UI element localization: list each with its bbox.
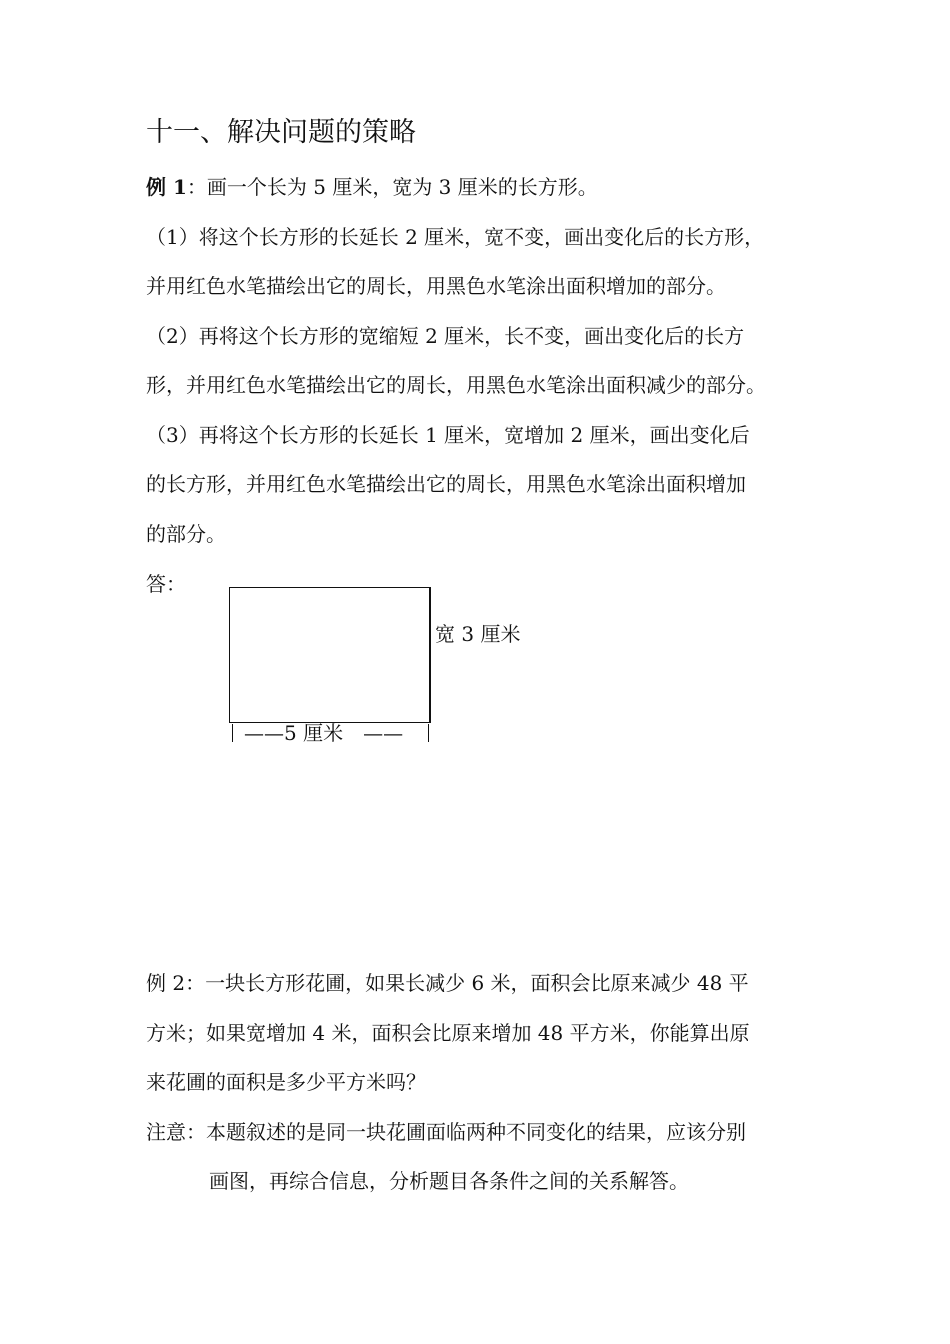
example1-q3-line1: （3）再将这个长方形的长延长 1 厘米，宽增加 2 厘米，画出变化后 bbox=[146, 423, 750, 447]
width-label: 宽 3 厘米 bbox=[435, 622, 521, 646]
section-title: 十一、解决问题的策略 bbox=[146, 117, 416, 148]
example1-label: 例 1 bbox=[146, 175, 187, 199]
example1-q1-line2: 并用红色水笔描绘出它的周长，用黑色水笔涂出面积增加的部分。 bbox=[146, 274, 726, 298]
note-line1: 注意：本题叙述的是同一块花圃面临两种不同变化的结果，应该分别 bbox=[146, 1120, 746, 1144]
length-label: ——5 厘米 —— bbox=[244, 721, 404, 745]
length-dimension-right-tick bbox=[428, 724, 429, 742]
example1-q3-line3: 的部分。 bbox=[146, 522, 226, 546]
example1-q3-line2: 的长方形，并用红色水笔描绘出它的周长，用黑色水笔涂出面积增加 bbox=[146, 472, 746, 496]
example2-line2: 方米；如果宽增加 4 米，面积会比原来增加 48 平方米，你能算出原 bbox=[146, 1021, 750, 1045]
example1-q1-line1: （1）将这个长方形的长延长 2 厘米，宽不变，画出变化后的长方形， bbox=[146, 225, 765, 249]
example2-line1: 例 2：一块长方形花圃，如果长减少 6 米，面积会比原来减少 48 平 bbox=[146, 971, 749, 995]
example1-text: ：画一个长为 5 厘米，宽为 3 厘米的长方形。 bbox=[186, 175, 598, 199]
rectangle-diagram bbox=[229, 587, 431, 723]
answer-label: 答： bbox=[146, 572, 186, 596]
example1-q2-line2: 形，并用红色水笔描绘出它的周长，用黑色水笔涂出面积减少的部分。 bbox=[146, 373, 766, 397]
length-dimension-left-tick bbox=[232, 724, 233, 742]
example1-q2-line1: （2）再将这个长方形的宽缩短 2 厘米，长不变，画出变化后的长方 bbox=[146, 324, 745, 348]
example1-prompt bbox=[146, 175, 598, 199]
example2-line3: 来花圃的面积是多少平方米吗？ bbox=[146, 1070, 426, 1094]
note-line2: 画图，再综合信息，分析题目各条件之间的关系解答。 bbox=[209, 1169, 689, 1193]
